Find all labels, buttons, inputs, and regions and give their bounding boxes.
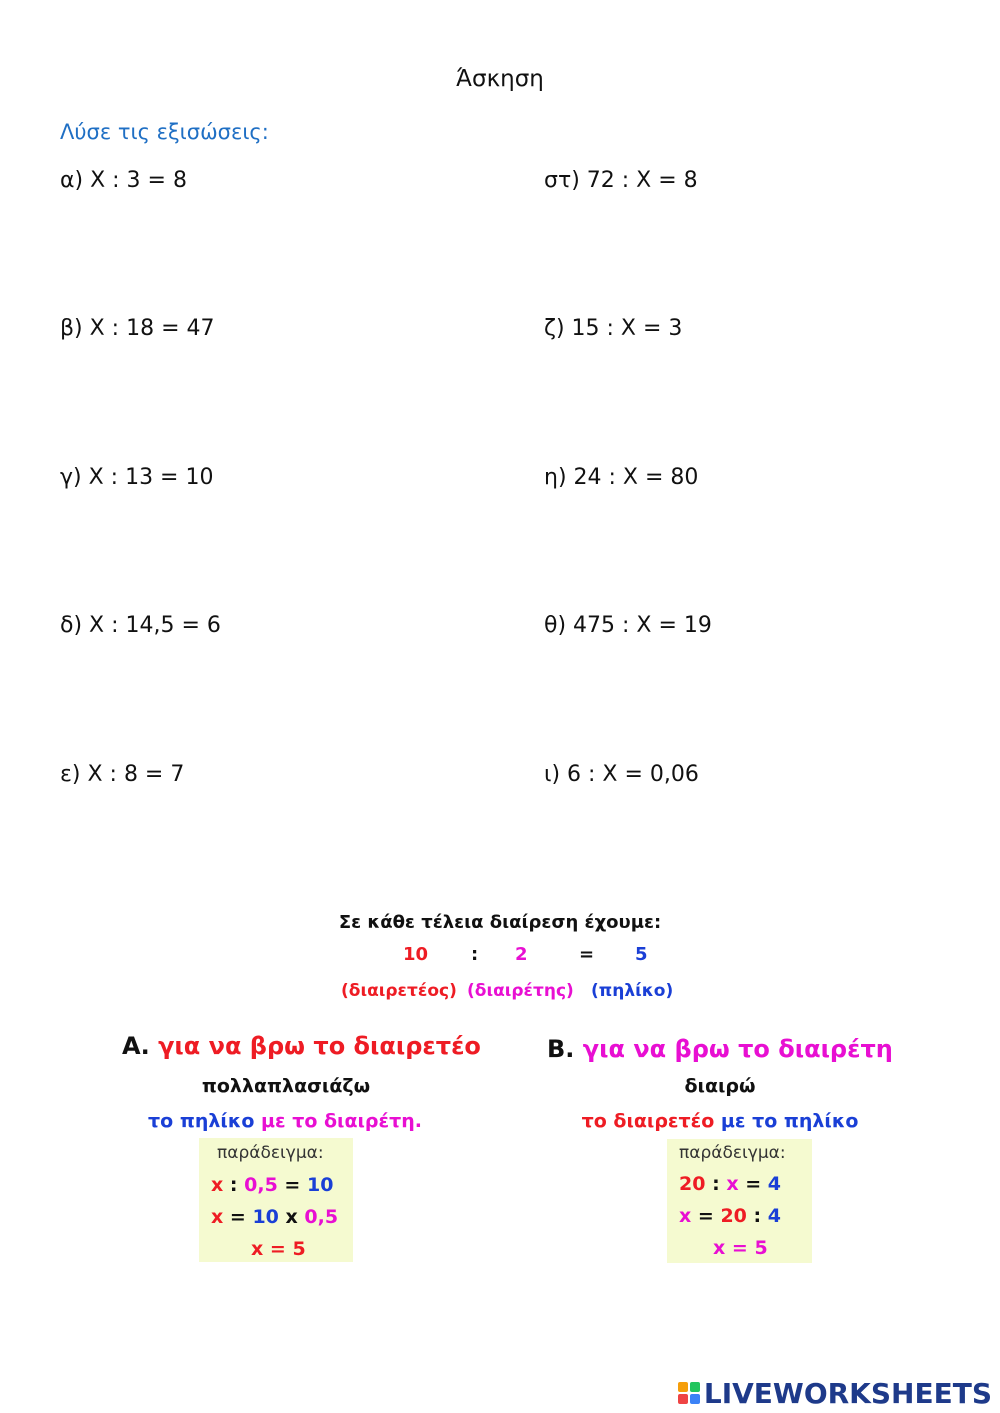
section-a-heading: για να βρω το διαιρετέο	[158, 1032, 481, 1060]
equation-a: α) Χ : 3 = 8	[60, 168, 187, 193]
section-b-title	[547, 1035, 893, 1063]
equation-st: στ) 72 : Χ = 8	[544, 168, 698, 193]
section-a-text-1: το πηλίκο	[148, 1110, 255, 1132]
section-b-letter: Β.	[547, 1035, 575, 1063]
section-a-example-line-1: x : 0,5 = 10	[211, 1174, 334, 1196]
section-a-text-2: με	[261, 1110, 286, 1132]
section-a-verb: πολλαπλασιάζω	[201, 1075, 371, 1097]
equation-h: η) 24 : Χ = 80	[544, 465, 699, 490]
section-b-example-line-1: 20 : x = 4	[679, 1173, 781, 1195]
rule-div-sign: :	[471, 944, 479, 965]
rule-dividend-label: (διαιρετέος)	[341, 981, 457, 1001]
logo-text: LIVEWORKSHEETS	[703, 1376, 992, 1410]
section-a-text-3: το διαιρέτη.	[292, 1110, 422, 1132]
rule-quotient: 5	[635, 944, 648, 965]
section-b-example-box	[667, 1139, 812, 1263]
equation-i: ι) 6 : Χ = 0,06	[544, 762, 699, 787]
rule-eq-sign: =	[579, 944, 595, 965]
section-b-rule	[560, 1110, 880, 1132]
section-a-example-label: παράδειγμα:	[217, 1143, 324, 1163]
section-a-example-line-3: x = 5	[251, 1238, 306, 1260]
rule-divisor-label: (διαιρέτης)	[467, 981, 574, 1001]
section-b-verb: διαιρώ	[684, 1075, 756, 1097]
logo-mark-icon	[678, 1382, 700, 1404]
section-a-title	[122, 1032, 481, 1060]
rule-divisor: 2	[515, 944, 528, 965]
instruction: Λύσε τις εξισώσεις:	[60, 120, 269, 144]
equation-z: ζ) 15 : Χ = 3	[544, 316, 683, 341]
section-a-rule	[120, 1110, 450, 1132]
equation-c: γ) Χ : 13 = 10	[60, 465, 214, 490]
section-a-example-box	[199, 1138, 353, 1262]
rule-quotient-label: (πηλίκο)	[591, 981, 674, 1001]
equation-th: θ) 475 : Χ = 19	[544, 613, 712, 638]
section-b-text-1: το διαιρετέο	[581, 1110, 715, 1132]
page-title: Άσκηση	[456, 66, 544, 92]
rule-dividend: 10	[403, 944, 429, 965]
section-a-letter: Α.	[122, 1032, 150, 1060]
rule-heading: Σε κάθε τέλεια διαίρεση έχουμε:	[338, 912, 662, 933]
section-b-example-label: παράδειγμα:	[679, 1143, 786, 1163]
section-b-heading: για να βρω το διαιρέτη	[582, 1035, 893, 1063]
equation-d: δ) Χ : 14,5 = 6	[60, 613, 221, 638]
equation-b: β) Χ : 18 = 47	[60, 316, 215, 341]
liveworksheets-logo	[678, 1378, 992, 1408]
section-a-example-line-2: x = 10 x 0,5	[211, 1206, 339, 1228]
section-b-example-line-2: x = 20 : 4	[679, 1205, 781, 1227]
section-b-example-line-3: x = 5	[713, 1237, 768, 1259]
section-b-text-2: με	[720, 1110, 746, 1132]
section-b-text-3: το πηλίκο	[752, 1110, 859, 1132]
equation-e: ε) Χ : 8 = 7	[60, 762, 185, 787]
